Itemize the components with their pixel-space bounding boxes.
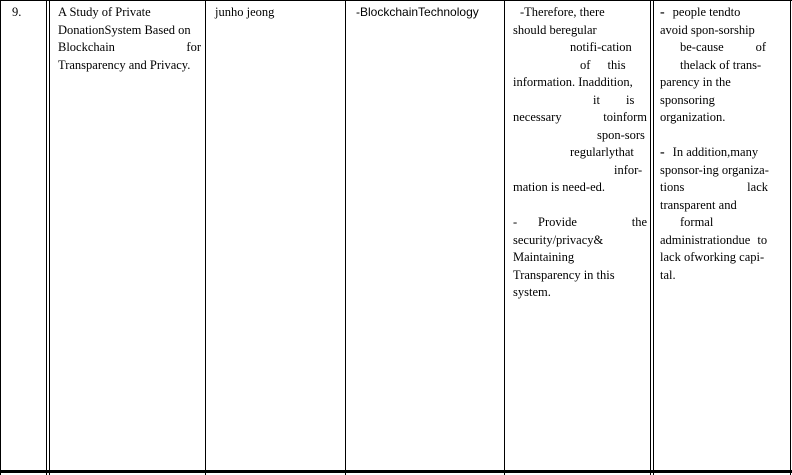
issues-line: lack ofworking capi- <box>660 250 765 264</box>
issues-line: - In addition,many <box>660 145 759 160</box>
findings-line: information. Inaddition, <box>513 75 633 89</box>
findings-line: system. <box>513 285 551 299</box>
findings-line: regularlythat <box>570 145 634 159</box>
findings-spacer <box>513 197 647 215</box>
col-divider-1 <box>46 0 50 475</box>
author-name: junho jeong <box>215 5 275 19</box>
issues-line: sponsoring <box>660 92 715 107</box>
row-number: 9. <box>12 5 22 19</box>
findings-line: -Therefore, there <box>520 5 605 19</box>
findings-line: it is <box>593 92 635 107</box>
table-top-border <box>0 0 792 1</box>
findings-line: infor- <box>614 162 643 177</box>
issues-line: avoid spon-sorship <box>660 22 755 37</box>
findings-line: Maintaining <box>513 250 575 264</box>
issues-line: transparent and <box>660 197 737 212</box>
findings-line: notifi-cation <box>570 40 632 54</box>
issues-line: tal. <box>660 267 676 282</box>
findings-line: security/privacy& <box>513 232 604 247</box>
findings-line: should beregular <box>513 22 597 37</box>
col-divider-3 <box>345 0 346 475</box>
row-number-cell <box>12 4 42 22</box>
findings-line: spon-sors <box>597 127 645 142</box>
findings-line: necessary toinform <box>513 110 647 124</box>
title-line <box>58 39 201 57</box>
findings-line: - Provide the <box>513 215 647 229</box>
findings-line: mation is need-ed. <box>513 180 605 194</box>
col-divider-2 <box>205 0 206 475</box>
issues-line: thelack of trans- <box>680 57 762 72</box>
title-line: Transparency and Privacy. <box>58 57 191 72</box>
issues-line: - people tendto <box>660 5 741 20</box>
issues-line: be-cause of <box>680 40 766 54</box>
table-bottom-border <box>0 470 792 473</box>
technology-name: -BlockchainTechnology <box>356 5 479 19</box>
issues-line: sponsor-ing organiza- <box>660 162 769 177</box>
col-divider-6 <box>790 0 791 475</box>
title-line: DonationSystem Based on <box>58 22 191 37</box>
title-word: for <box>186 40 201 54</box>
title-word: Blockchain <box>58 40 115 54</box>
issues-line: parency in the <box>660 75 731 89</box>
issues-line: organization. <box>660 110 726 124</box>
findings-line: Transparency in this <box>513 267 615 282</box>
col-divider-5 <box>650 0 654 475</box>
author-cell <box>215 4 340 22</box>
issues-spacer <box>660 127 786 145</box>
issues-line: administrationdue to <box>660 232 768 247</box>
title-line: A Study of Private <box>58 5 151 19</box>
title-cell <box>58 4 201 74</box>
findings-cell <box>513 4 647 302</box>
findings-line: of this <box>580 57 626 72</box>
issues-line: formal <box>680 215 714 229</box>
col-divider-4 <box>504 0 505 475</box>
technology-cell <box>356 4 501 22</box>
col-divider-0 <box>0 0 1 475</box>
issues-cell <box>660 4 786 284</box>
issues-line: tions lack <box>660 180 768 194</box>
